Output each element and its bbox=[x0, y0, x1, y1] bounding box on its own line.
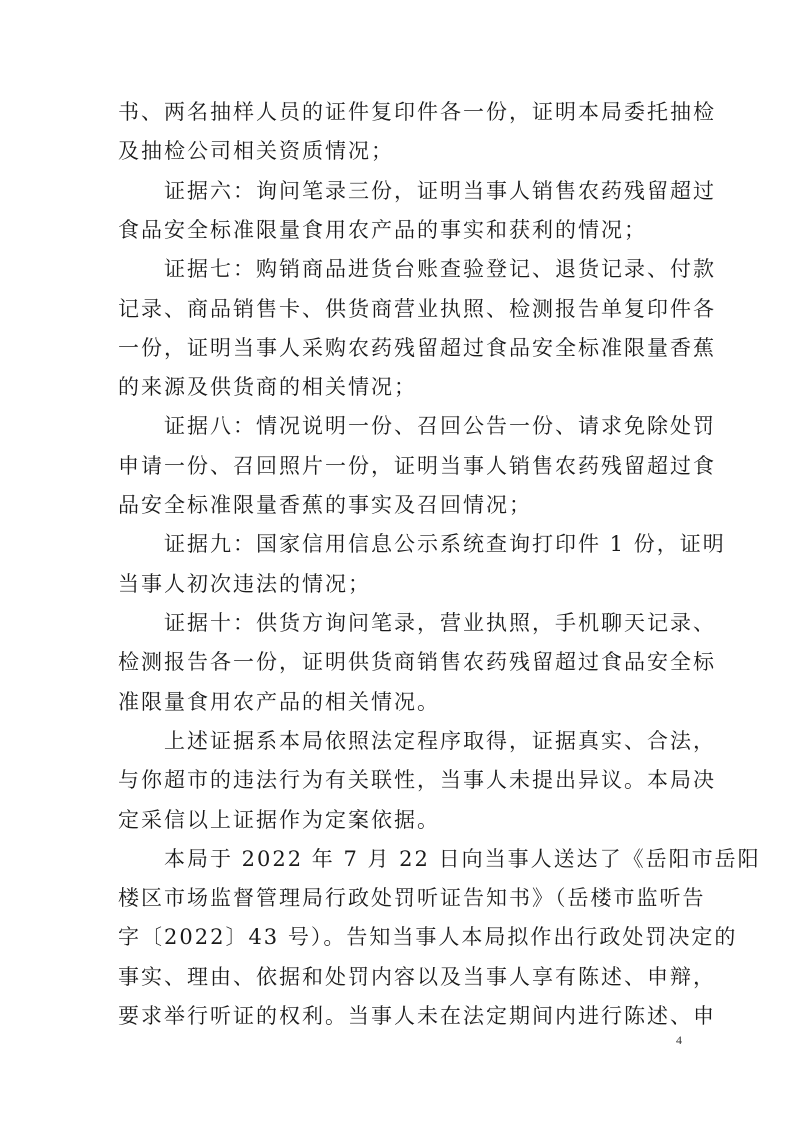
text-line: 记录、商品销售卡、供货商营业执照、检测报告单复印件各 bbox=[118, 297, 716, 321]
text-line: 证据八：情况说明一份、召回公告一份、请求免除处罚 bbox=[118, 414, 716, 438]
text-line: 证据六：询问笔录三份，证明当事人销售农药残留超过 bbox=[118, 179, 716, 203]
text-line: 字〔2022〕43 号）。告知当事人本局拟作出行政处罚决定的 bbox=[118, 925, 738, 949]
text-line: 当事人初次违法的情况； bbox=[118, 572, 371, 596]
text-line: 书、两名抽样人员的证件复印件各一份，证明本局委托抽检 bbox=[118, 100, 716, 124]
text-line: 一份，证明当事人采购农药残留超过食品安全标准限量香蕉 bbox=[118, 336, 716, 360]
text-line: 证据十：供货方询问笔录，营业执照，手机聊天记录、 bbox=[118, 611, 716, 635]
text-line: 与你超市的违法行为有关联性，当事人未提出异议。本局决 bbox=[118, 768, 716, 792]
text-line: 品安全标准限量香蕉的事实及召回情况； bbox=[118, 493, 532, 517]
text-line: 定采信以上证据作为定案依据。 bbox=[118, 808, 440, 832]
text-line: 申请一份、召回照片一份，证明当事人销售农药残留超过食 bbox=[118, 454, 716, 478]
text-line: 食品安全标准限量食用农产品的事实和获利的情况； bbox=[118, 218, 647, 242]
text-line: 的来源及供货商的相关情况； bbox=[118, 375, 417, 399]
text-line: 本局于 2022 年 7 月 22 日向当事人送达了《岳阳市岳阳 bbox=[118, 847, 761, 871]
page-number: 4 bbox=[676, 1033, 682, 1047]
text-line: 楼区市场监督管理局行政处罚听证告知书》（岳楼市监听告 bbox=[118, 886, 706, 910]
text-line: 上述证据系本局依照法定程序取得，证据真实、合法， bbox=[118, 729, 716, 753]
text-line: 证据七：购销商品进货台账查验登记、退货记录、付款 bbox=[118, 257, 716, 281]
text-line: 要求举行听证的权利。当事人未在法定期间内进行陈述、申 bbox=[118, 1004, 716, 1028]
text-line: 准限量食用农产品的相关情况。 bbox=[118, 690, 440, 714]
text-line: 及抽检公司相关资质情况； bbox=[118, 139, 394, 163]
text-line: 检测报告各一份，证明供货商销售农药残留超过食品安全标 bbox=[118, 650, 716, 674]
text-line: 证据九：国家信用信息公示系统查询打印件 1 份，证明 bbox=[118, 532, 726, 556]
text-line: 事实、理由、依据和处罚内容以及当事人享有陈述、申辩， bbox=[118, 965, 716, 989]
